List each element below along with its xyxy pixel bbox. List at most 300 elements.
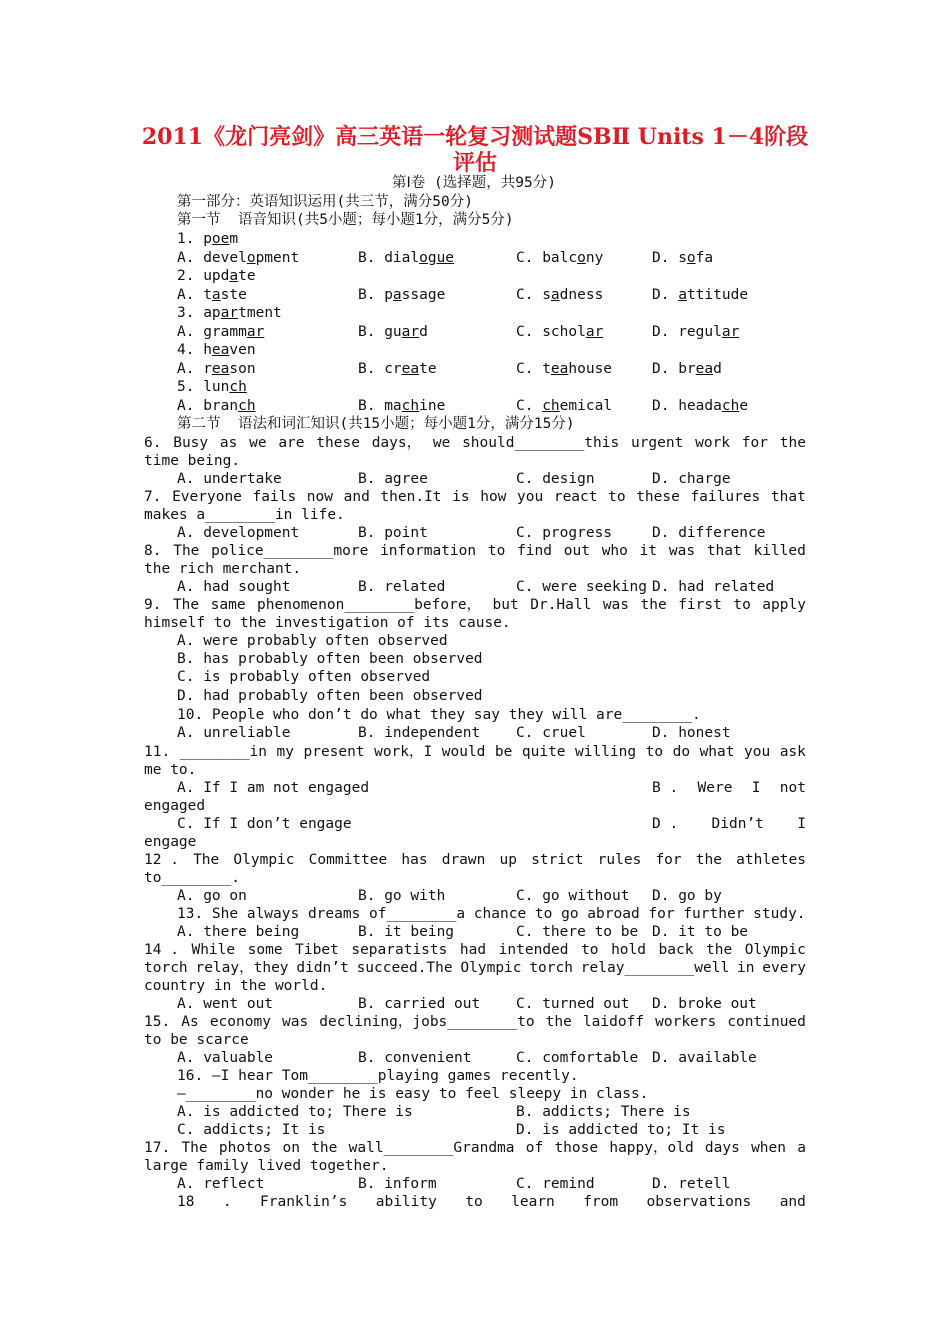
- word: strict: [531, 852, 584, 868]
- phonetics-question-5-option-a: [177, 397, 256, 415]
- option-c: C. go without: [516, 888, 630, 904]
- word: ask: [779, 744, 806, 760]
- phonetics-question-2-stem: [177, 267, 256, 285]
- text-segment: D. br: [652, 360, 696, 377]
- phonetics-question-1-stem: [177, 230, 238, 248]
- underlined-sound: ar: [585, 323, 604, 340]
- underlined-sound: a: [229, 268, 239, 284]
- question-15-stem: [144, 1013, 806, 1031]
- phonetics-question-4-option-c: [516, 360, 612, 378]
- question-9-option-d: D. had probably often been observed: [177, 688, 483, 704]
- word: As: [181, 1014, 199, 1030]
- word: continued: [727, 1014, 806, 1030]
- word: torch: [144, 960, 188, 976]
- word: drawn: [441, 852, 486, 868]
- option-b: B. convenient: [358, 1050, 472, 1066]
- text-segment: ny: [585, 249, 604, 266]
- underlined-sound: ea: [695, 360, 714, 377]
- question-14-stem-cont: [144, 959, 806, 977]
- phonetics-question-1-option-a: [177, 249, 299, 267]
- section-heading-grammar: 第二节 语法和词汇知识(共15小题；每小题1分，满分15分): [177, 416, 575, 432]
- option-c: C. there to be: [516, 924, 639, 940]
- underlined-sound: ch: [238, 397, 256, 414]
- phonetics-question-3-option-d: [652, 323, 739, 341]
- phonetics-question-2-option-a: [177, 286, 247, 304]
- word: Olympic: [460, 960, 522, 976]
- paper-heading: 第Ⅰ卷 (选择题，共95分): [392, 175, 556, 191]
- question-16-option-c: C. addicts; It is: [177, 1122, 326, 1138]
- option-b: B. point: [358, 525, 428, 541]
- text-segment: te: [238, 268, 256, 284]
- word: we: [249, 435, 267, 451]
- question-7-stem-cont: makes a________in life.: [144, 507, 345, 523]
- question-16-option-b: B. addicts; There is: [516, 1104, 691, 1120]
- text-segment: C. balc: [516, 249, 578, 266]
- text-segment: m: [229, 231, 239, 247]
- text-segment: ine: [419, 397, 446, 414]
- word: the: [311, 1140, 338, 1156]
- word: failures: [690, 489, 761, 505]
- word: you: [744, 744, 771, 760]
- word: what: [699, 744, 735, 760]
- word: ability: [375, 1194, 437, 1210]
- underlined-sound: a: [392, 286, 402, 303]
- word: observations: [646, 1194, 752, 1210]
- question-11-stem-cont: me to.: [144, 762, 197, 778]
- underlined-sound: ea: [211, 360, 230, 377]
- word: to: [733, 597, 751, 613]
- word: that: [706, 543, 742, 559]
- word: 15.: [144, 1014, 171, 1030]
- underlined-sound: ea: [211, 342, 230, 358]
- text-segment: C.: [516, 397, 543, 414]
- word: days: [704, 1140, 740, 1156]
- question-11-option-d-cont: engage: [144, 834, 197, 850]
- word: find: [517, 543, 552, 559]
- word: it: [639, 543, 658, 559]
- underlined-sound: ar: [401, 323, 420, 340]
- word: work，I: [374, 744, 433, 760]
- option-a: A. went out: [177, 996, 274, 1012]
- underlined-sound: ch: [401, 397, 420, 414]
- word: to: [465, 1194, 483, 1210]
- option-a: A. undertake: [177, 471, 282, 487]
- word: first: [678, 597, 722, 613]
- word: police________more: [211, 543, 369, 559]
- word: information: [380, 543, 477, 559]
- phonetics-question-1-option-d: [652, 249, 713, 267]
- word: I: [751, 780, 761, 796]
- word: intended: [498, 942, 569, 958]
- question-9-option-a: A. were probably often observed: [177, 633, 448, 649]
- phonetics-question-4-option-a: [177, 360, 256, 378]
- text-segment: B. dial: [358, 249, 420, 266]
- option-c: C. comfortable: [516, 1050, 639, 1066]
- question-9-option-c: C. is probably often observed: [177, 669, 431, 685]
- word: how: [480, 489, 507, 505]
- question-8-stem-cont: the rich merchant.: [144, 561, 302, 577]
- word: out: [563, 543, 590, 559]
- word: the: [706, 942, 733, 958]
- word: urgent: [630, 435, 684, 451]
- option-a: A. go on: [177, 888, 247, 904]
- question-16-stem: 16. —I hear Tom________playing games recently.: [177, 1068, 579, 1084]
- text-segment: D. heada: [652, 397, 722, 414]
- option-a: A. development: [177, 525, 300, 541]
- word: now: [306, 489, 333, 505]
- underlined-sound: ar: [246, 323, 265, 340]
- word: in: [737, 960, 755, 976]
- text-segment: ven: [229, 342, 256, 358]
- word: the: [779, 435, 806, 451]
- option-b: B. inform: [358, 1176, 437, 1192]
- word: of: [525, 1140, 544, 1156]
- option-d: D. charge: [652, 471, 731, 487]
- question-17-stem-cont: large family lived together.: [144, 1158, 389, 1174]
- word: do: [672, 744, 691, 760]
- option-d: D. difference: [652, 525, 766, 541]
- word: killed: [753, 543, 806, 559]
- word: back: [658, 942, 694, 958]
- text-segment: A. gramm: [177, 323, 247, 340]
- word: was: [282, 1014, 309, 1030]
- question-17-stem: [144, 1139, 806, 1157]
- question-16-option-d: D. is addicted to; It is: [516, 1122, 726, 1138]
- word: 17.: [144, 1140, 171, 1156]
- word: would: [441, 744, 486, 760]
- text-segment: d: [713, 360, 722, 377]
- text-segment: 4. h: [177, 342, 212, 358]
- word: from: [583, 1194, 619, 1210]
- question-15-stem-cont: to be scarce: [144, 1032, 249, 1048]
- word: economy: [209, 1014, 271, 1030]
- word: react: [553, 489, 598, 505]
- text-segment: dness: [559, 286, 604, 303]
- word: Everyone: [172, 489, 242, 505]
- underlined-sound: ar: [220, 305, 239, 321]
- word: was: [668, 543, 696, 559]
- word: be: [494, 744, 513, 760]
- word: 18: [177, 1194, 195, 1210]
- question-14-stem-cont2: country in the world.: [144, 978, 328, 994]
- text-segment: d: [419, 323, 428, 340]
- option-d: D. available: [652, 1050, 757, 1066]
- word: the: [640, 597, 667, 613]
- option-b: B. agree: [358, 471, 428, 487]
- phonetics-question-2-option-c: [516, 286, 603, 304]
- underlined-sound: ar: [721, 323, 740, 340]
- option-c: C. were seeking: [516, 579, 647, 595]
- option-c: C. cruel: [516, 725, 586, 741]
- word: declining，jobs________to: [319, 1014, 535, 1030]
- underlined-sound: ch: [229, 379, 247, 395]
- question-13-stem: 13. She always dreams of________a chance to go abroad for further study.: [177, 906, 806, 922]
- word: 6.: [144, 435, 162, 451]
- section-heading-phonetics: 第一节 语音知识(共5小题；每小题1分，满分5分): [177, 212, 514, 228]
- word: same: [210, 597, 246, 613]
- phonetics-question-4-stem: [177, 341, 256, 359]
- word: The: [181, 1140, 208, 1156]
- word: 12 .: [144, 852, 179, 868]
- option-b: B. it being: [358, 924, 455, 940]
- word: then.It: [380, 489, 442, 505]
- word: hold: [611, 942, 646, 958]
- question-16-option-a: A. is addicted to; There is: [177, 1104, 413, 1120]
- text-segment: A. devel: [177, 249, 247, 266]
- option-b: B. go with: [358, 888, 446, 904]
- text-segment: emical: [559, 397, 613, 414]
- text-segment: A. t: [177, 286, 212, 303]
- question-11-option-b: [652, 779, 806, 797]
- option-a: A. unreliable: [177, 725, 291, 741]
- word: a: [797, 1140, 806, 1156]
- text-segment: D. regul: [652, 323, 722, 340]
- question-8-stem: [144, 542, 806, 560]
- question-6-stem-cont: time being.: [144, 453, 241, 469]
- word: present: [303, 744, 365, 760]
- word: The: [193, 852, 220, 868]
- question-11-option-c: C. If I don’t engage: [177, 816, 352, 832]
- text-segment: tment: [238, 305, 282, 321]
- text-segment: A. bran: [177, 397, 239, 414]
- text-segment: 5. lun: [177, 379, 230, 395]
- word: had: [459, 942, 487, 958]
- word: athletes: [736, 852, 806, 868]
- word: 14 .: [144, 942, 179, 958]
- word: has: [401, 852, 428, 868]
- word: workers: [655, 1014, 717, 1030]
- text-segment: B. ma: [358, 397, 402, 414]
- word: and: [779, 1194, 806, 1210]
- part-heading: 第一部分：英语知识运用(共三节，满分50分): [177, 194, 473, 210]
- underlined-sound: o: [577, 249, 586, 266]
- word: Dr.Hall: [530, 597, 592, 613]
- word: we: [432, 435, 451, 451]
- option-b: B. carried out: [358, 996, 481, 1012]
- option-d: D. broke out: [652, 996, 757, 1012]
- text-segment: B. gu: [358, 323, 402, 340]
- word: 8.: [144, 543, 162, 559]
- phonetics-question-5-option-c: [516, 397, 612, 415]
- word: phenomenon________before，: [257, 597, 482, 613]
- text-segment: A. r: [177, 360, 212, 377]
- question-12-stem: [144, 851, 806, 869]
- word: ________in: [179, 744, 268, 760]
- text-segment: son: [229, 360, 256, 377]
- question-14-stem: [144, 941, 806, 959]
- text-segment: te: [419, 360, 437, 377]
- word: quite: [521, 744, 566, 760]
- text-segment: pment: [255, 249, 300, 266]
- option-c: C. turned out: [516, 996, 630, 1012]
- phonetics-question-5-option-d: [652, 397, 748, 415]
- question-11-option-d: [652, 815, 806, 833]
- word: work: [695, 435, 731, 451]
- word: are: [278, 435, 305, 451]
- option-b: B. related: [358, 579, 446, 595]
- word: who: [601, 543, 628, 559]
- question-12-stem-cont: to________.: [144, 870, 241, 886]
- word: days，: [371, 435, 422, 451]
- underlined-sound: o: [246, 249, 256, 266]
- underlined-sound: ch: [721, 397, 740, 414]
- word: Didn’t: [711, 816, 764, 832]
- underlined-sound: ea: [550, 360, 569, 377]
- word: for: [741, 435, 768, 451]
- word: should________this: [462, 435, 620, 451]
- word: fails: [252, 489, 297, 505]
- word: learn: [511, 1194, 555, 1210]
- option-a: A. valuable: [177, 1050, 274, 1066]
- phonetics-question-1-option-c: [516, 249, 603, 267]
- phonetics-question-5-option-b: [358, 397, 445, 415]
- option-a: A. had sought: [177, 579, 291, 595]
- option-c: C. remind: [516, 1176, 595, 1192]
- word: when: [751, 1140, 786, 1156]
- word: 7.: [144, 489, 162, 505]
- option-d: D. had related: [652, 579, 775, 595]
- text-segment: B. cr: [358, 360, 402, 377]
- option-d: D. retell: [652, 1176, 731, 1192]
- text-segment: 3. ap: [177, 305, 221, 321]
- word: the: [545, 1014, 572, 1030]
- phonetics-question-4-option-b: [358, 360, 437, 378]
- word: you: [517, 489, 544, 505]
- phonetics-question-2-option-b: [358, 286, 445, 304]
- option-a: A. reflect: [177, 1176, 265, 1192]
- question-11-option-b-cont: engaged: [144, 798, 206, 814]
- word: Olympic: [744, 942, 806, 958]
- word: some: [247, 942, 283, 958]
- word: for: [655, 852, 682, 868]
- word: was: [602, 597, 630, 613]
- text-segment: C. t: [516, 360, 551, 377]
- option-d: D. go by: [652, 888, 722, 904]
- underlined-sound: o: [686, 249, 696, 266]
- question-10-stem: 10. People who don’t do what they say they will are________.: [177, 707, 701, 723]
- option-d: D. honest: [652, 725, 731, 741]
- word: to: [581, 942, 599, 958]
- underlined-sound: a: [550, 286, 560, 303]
- phonetics-question-2-option-d: [652, 286, 748, 304]
- word: Olympic: [233, 852, 295, 868]
- word: to: [487, 543, 506, 559]
- question-9-stem-cont: himself to the investigation of its cause.: [144, 615, 511, 631]
- text-segment: 2. upd: [177, 268, 230, 284]
- word: my: [276, 744, 294, 760]
- phonetics-question-3-stem: [177, 304, 282, 322]
- word: Franklin’s: [260, 1194, 348, 1210]
- question-6-stem: [144, 434, 806, 452]
- word: but: [492, 597, 519, 613]
- text-segment: e: [739, 397, 749, 414]
- underlined-sound: ch: [542, 397, 560, 414]
- text-segment: ste: [220, 286, 247, 303]
- word: apply: [762, 597, 806, 613]
- option-d: D. it to be: [652, 924, 749, 940]
- word: .: [222, 1194, 232, 1210]
- phonetics-question-4-option-d: [652, 360, 722, 378]
- word: those: [554, 1140, 599, 1156]
- underlined-sound: ea: [401, 360, 420, 377]
- word: torch: [529, 960, 573, 976]
- word: laidoff: [582, 1014, 645, 1030]
- word: The: [173, 543, 200, 559]
- word: B .: [652, 780, 679, 796]
- word: as: [219, 435, 238, 451]
- word: up: [499, 852, 517, 868]
- underlined-sound: a: [678, 286, 687, 303]
- text-segment: 1. p: [177, 231, 212, 247]
- word: is: [452, 489, 470, 505]
- phonetics-question-3-option-a: [177, 323, 264, 341]
- word: D .: [652, 816, 679, 832]
- text-segment: D.: [652, 286, 679, 303]
- text-segment: C. s: [516, 286, 551, 303]
- underlined-sound: oe: [211, 231, 230, 247]
- word: succeed.The: [356, 960, 453, 976]
- option-c: C. progress: [516, 525, 613, 541]
- word: relay________well: [580, 960, 730, 976]
- text-segment: C. schol: [516, 323, 586, 340]
- word: willing: [575, 744, 637, 760]
- text-segment: house: [568, 360, 613, 377]
- question-16-stem-cont: —________no wonder he is easy to feel sleepy in class.: [177, 1086, 649, 1102]
- word: that: [770, 489, 806, 505]
- word: happy，old: [609, 1140, 694, 1156]
- word: The: [172, 597, 200, 613]
- phonetics-question-5-stem: [177, 378, 247, 396]
- option-b: B. independent: [358, 725, 481, 741]
- question-9-option-b: B. has probably often been observed: [177, 651, 483, 667]
- word: not: [779, 780, 806, 796]
- document-title-line1: 2011《龙门亮剑》高三英语一轮复习测试题SBⅡ Units 1－4阶段: [141, 124, 809, 150]
- word: Were: [697, 780, 733, 796]
- question-18-stem: [177, 1193, 806, 1211]
- phonetics-question-1-option-b: [358, 249, 454, 267]
- option-a: A. there being: [177, 924, 300, 940]
- word: 11.: [144, 744, 171, 760]
- option-c: C. design: [516, 471, 595, 487]
- word: separatists: [351, 942, 448, 958]
- text-segment: fa: [695, 249, 714, 266]
- word: Tibet: [295, 942, 339, 958]
- word: the: [695, 852, 722, 868]
- word: to: [608, 489, 626, 505]
- word: wall________Grandma: [348, 1140, 515, 1156]
- text-segment: ssage: [401, 286, 446, 303]
- text-segment: ttitude: [686, 286, 749, 303]
- word: rules: [597, 852, 642, 868]
- text-segment: D. s: [652, 249, 687, 266]
- question-9-stem: [144, 596, 806, 614]
- underlined-sound: a: [211, 286, 221, 303]
- document-title-line2: 评估: [452, 150, 497, 176]
- question-11-option-a: A. If I am not engaged: [177, 780, 370, 796]
- word: Busy: [173, 435, 209, 451]
- text-segment: B. p: [358, 286, 393, 303]
- word: these: [636, 489, 680, 505]
- question-11-stem: [144, 743, 806, 761]
- phonetics-question-3-option-b: [358, 323, 428, 341]
- word: 9.: [144, 597, 162, 613]
- phonetics-question-3-option-c: [516, 323, 603, 341]
- word: photos: [218, 1140, 272, 1156]
- word: relay，they: [195, 960, 289, 976]
- question-7-stem: [144, 488, 806, 506]
- word: didn’t: [296, 960, 349, 976]
- word: While: [191, 942, 236, 958]
